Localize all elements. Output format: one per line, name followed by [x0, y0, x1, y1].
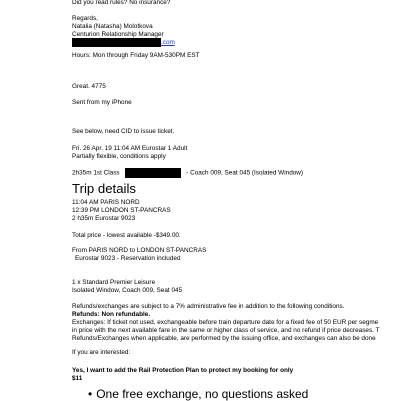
protection-plan-line-2: $11 — [72, 375, 83, 382]
seat-type: 1 x Standard Premier Leisure — [72, 279, 156, 286]
sender-role: Centurion Relationship Manager — [72, 31, 164, 38]
email-link[interactable]: .com — [161, 39, 175, 47]
need-cid-note: See below, need CID to issue ticket. — [72, 128, 175, 135]
refunds-label: Refunds: Non refundable. — [72, 311, 151, 318]
departure: 11:04 AM PARIS NORD — [72, 199, 140, 206]
benefit-bullet: • One free exchange, no questions asked — [88, 388, 308, 400]
class-suffix: - Coach 009, Seat 045 (Isolated Window) — [186, 169, 304, 177]
route: From PARIS NORD to LONDON ST-PANCRAS — [72, 247, 207, 254]
protection-plan-line-1: Yes, I want to add the Rail Protection Plan to protect my booking for only — [72, 367, 294, 374]
sender-name: Natalia (Natasha) Molotkova — [72, 23, 153, 30]
duration-train: 2 h35m Eurostar 9023 — [72, 215, 136, 222]
class-prefix: 2h35m 1st Class — [72, 169, 120, 177]
redaction-box — [125, 168, 181, 178]
exchanges-line-2: in price with the next available fare in the same or higher class of service, and no refund if price decreases. T — [72, 327, 380, 334]
train-summary: Fri. 26 Apr. 19 11:04 AM Eurostar 1 Adult — [72, 145, 188, 152]
redaction-box — [72, 38, 161, 47]
class-line — [72, 168, 303, 178]
exchanges-line-1: Exchanges: If ticket not used, exchangeable before train departure date for a fixed fee of 50 EUR per segme — [72, 319, 379, 326]
fare-flexibility: Partially flexible, conditions apply — [72, 153, 166, 160]
redacted-email — [72, 38, 175, 47]
reservation: Eurostar 9023 - Reservation included — [75, 255, 181, 262]
sent-from-phone: Sent from my iPhone — [72, 99, 132, 106]
arrival: 12:39 PM LONDON ST-PANCRAS — [72, 207, 171, 214]
reply-great: Great. 4775 — [72, 83, 106, 90]
signoff: Regards, — [72, 15, 98, 22]
trip-title: Trip details — [72, 181, 137, 196]
exchanges-line-3: Refunds/Exchanges when applicable, are performed by the issuing office, and exchanges can also be done — [72, 335, 376, 342]
interest-note: If you are interested: — [72, 349, 131, 356]
email-question: Did you read rules? No insurance? — [72, 0, 171, 6]
refund-note: Refunds/exchanges are subject to a 7% administrative fee in addition to the following conditions. — [72, 303, 345, 310]
seat-details: Isolated Window, Coach 009, Seat 045 — [72, 287, 183, 294]
office-hours: Hours: Mon through Friday 9AM-530PM EST — [72, 52, 200, 59]
total-price: Total price - lowest available -$349.00. — [72, 232, 181, 239]
